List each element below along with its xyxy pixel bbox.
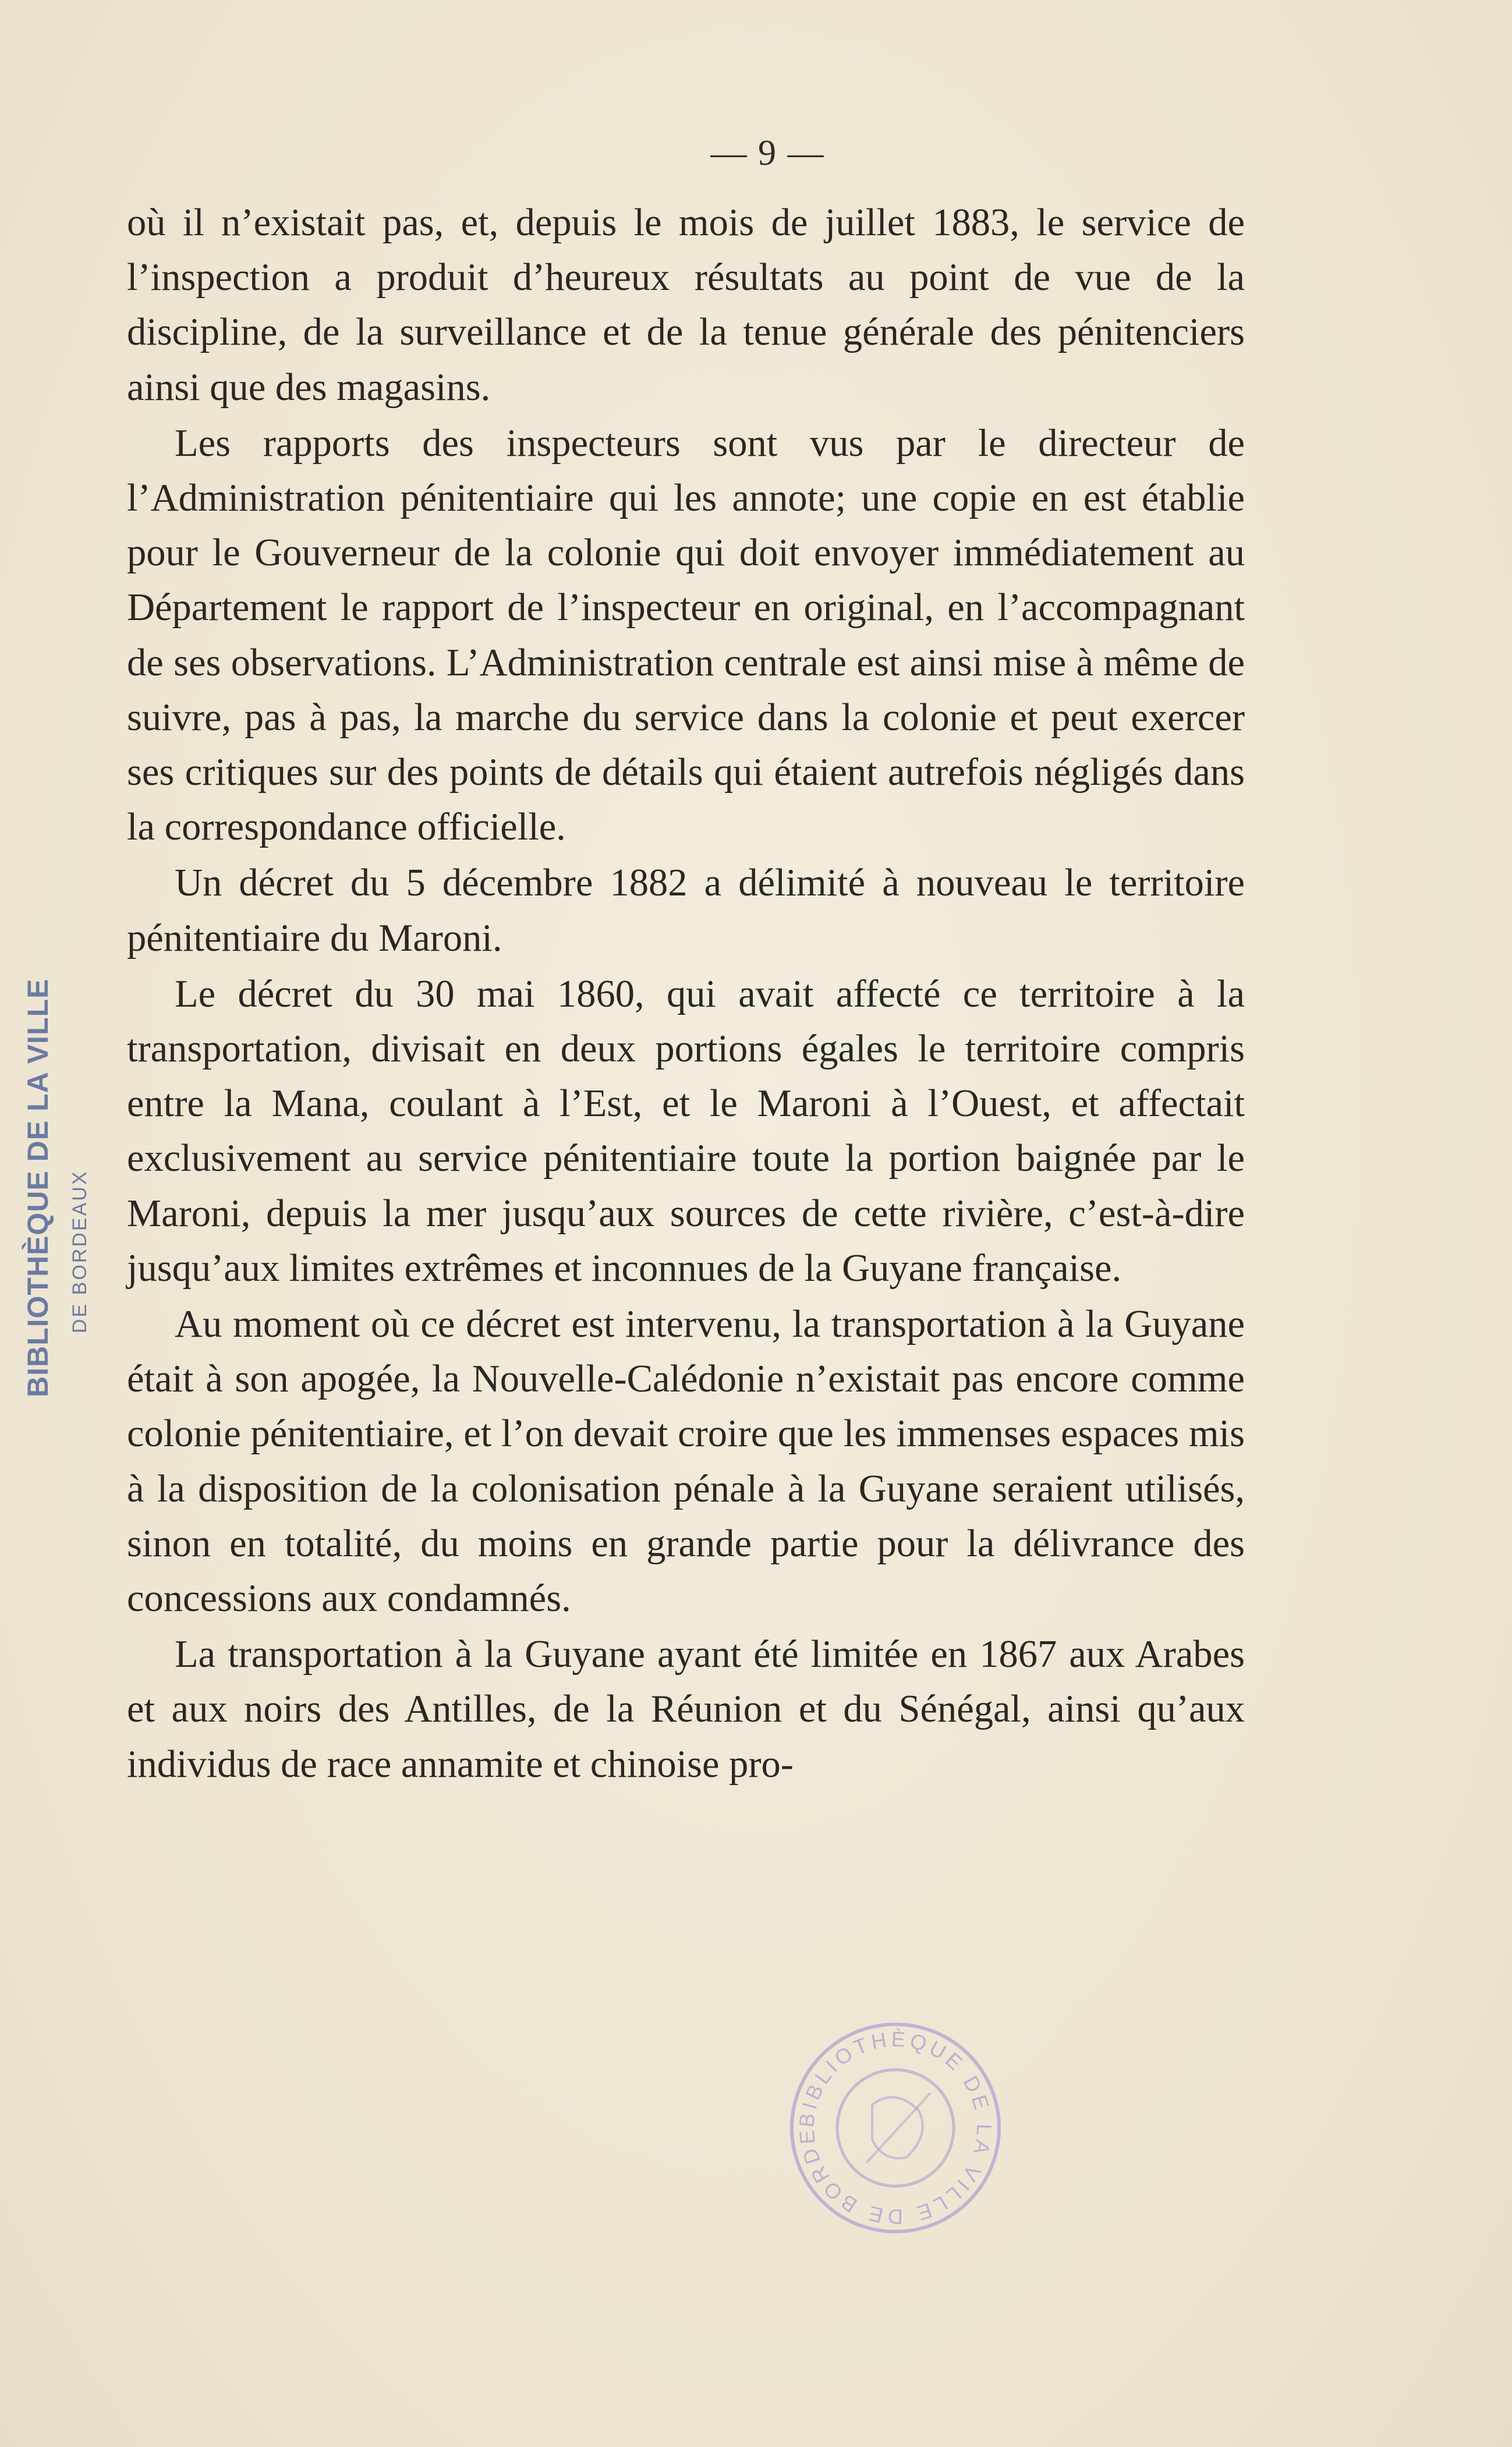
paragraph-4: Le décret du 30 mai 1860, qui avait affecté ce territoire à la transportation, divisait en deux portions égales le territoire compris entre la Mana, coulant à l’Est, et le Maroni à l’Ouest, et affectait exclusivement au service pénitentiaire toute la portion baignée par le Maroni, depuis la mer jusqu’aux sources de cette rivière, c’est-à-dire jusqu’aux limites extrêmes et inconnues de la Guyane française. bbox=[127, 972, 1245, 1290]
library-spine-stamp bbox=[17, 978, 111, 1397]
paragraph-1: où il n’existait pas, et, depuis le mois de juillet 1883, le service de l’inspection a produit d’heureux résultats au point de vue de la discipline, de la surveillance et de la tenue générale des pénitenciers ainsi que des magasins. bbox=[127, 201, 1245, 409]
library-seal-icon bbox=[785, 2017, 1006, 2239]
paragraph-5: Au moment où ce décret est intervenu, la transportation à la Guyane était à son apogée, la Nouvelle-Calédonie n’existait pas encore comme colonie pénitentiaire, et l’on devait croire que les immenses espaces mis à la disposition de la colonisation pénale à la Guyane seraient utilisés, sinon en totalité, du moins en grande partie pour la délivrance des concessions aux condamnés. bbox=[127, 1303, 1245, 1620]
body-text bbox=[127, 196, 1245, 1792]
spine-stamp-line-2: DE BORDEAUX bbox=[69, 1170, 91, 1333]
paragraph-3: Un décret du 5 décembre 1882 a délimité à nouveau le territoire pénitentiaire du Maroni. bbox=[127, 862, 1245, 959]
paragraph-2: Les rapports des inspecteurs sont vus par le directeur de l’Administration pénitentiaire qui les annote; une copie en est établie pour le Gouverneur de la colonie qui doit envoyer immédiatement au Département le rapport de l’inspecteur en original, en l’accompagnant de ses observations. L’Administration centrale est ainsi mise à même de suivre, pas à pas, la marche du service dans la colonie et peut exercer ses critiques sur des points de détails qui étaient autrefois négligés dans la correspondance officielle. bbox=[127, 422, 1245, 849]
paragraph-6: La transportation à la Guyane ayant été limitée en 1867 aux Arabes et aux noirs des Antilles, de la Réunion et du Sénégal, ainsi qu’aux individus de race annamite et chinoise pro- bbox=[127, 1633, 1245, 1786]
spine-stamp-line-1: BIBLIOTHÈQUE DE LA VILLE bbox=[22, 978, 54, 1397]
page-number: — 9 — bbox=[710, 133, 825, 173]
seal-text: BIBLIOTHÈQUE DE LA VILLE DE BORDE bbox=[794, 2027, 997, 2229]
